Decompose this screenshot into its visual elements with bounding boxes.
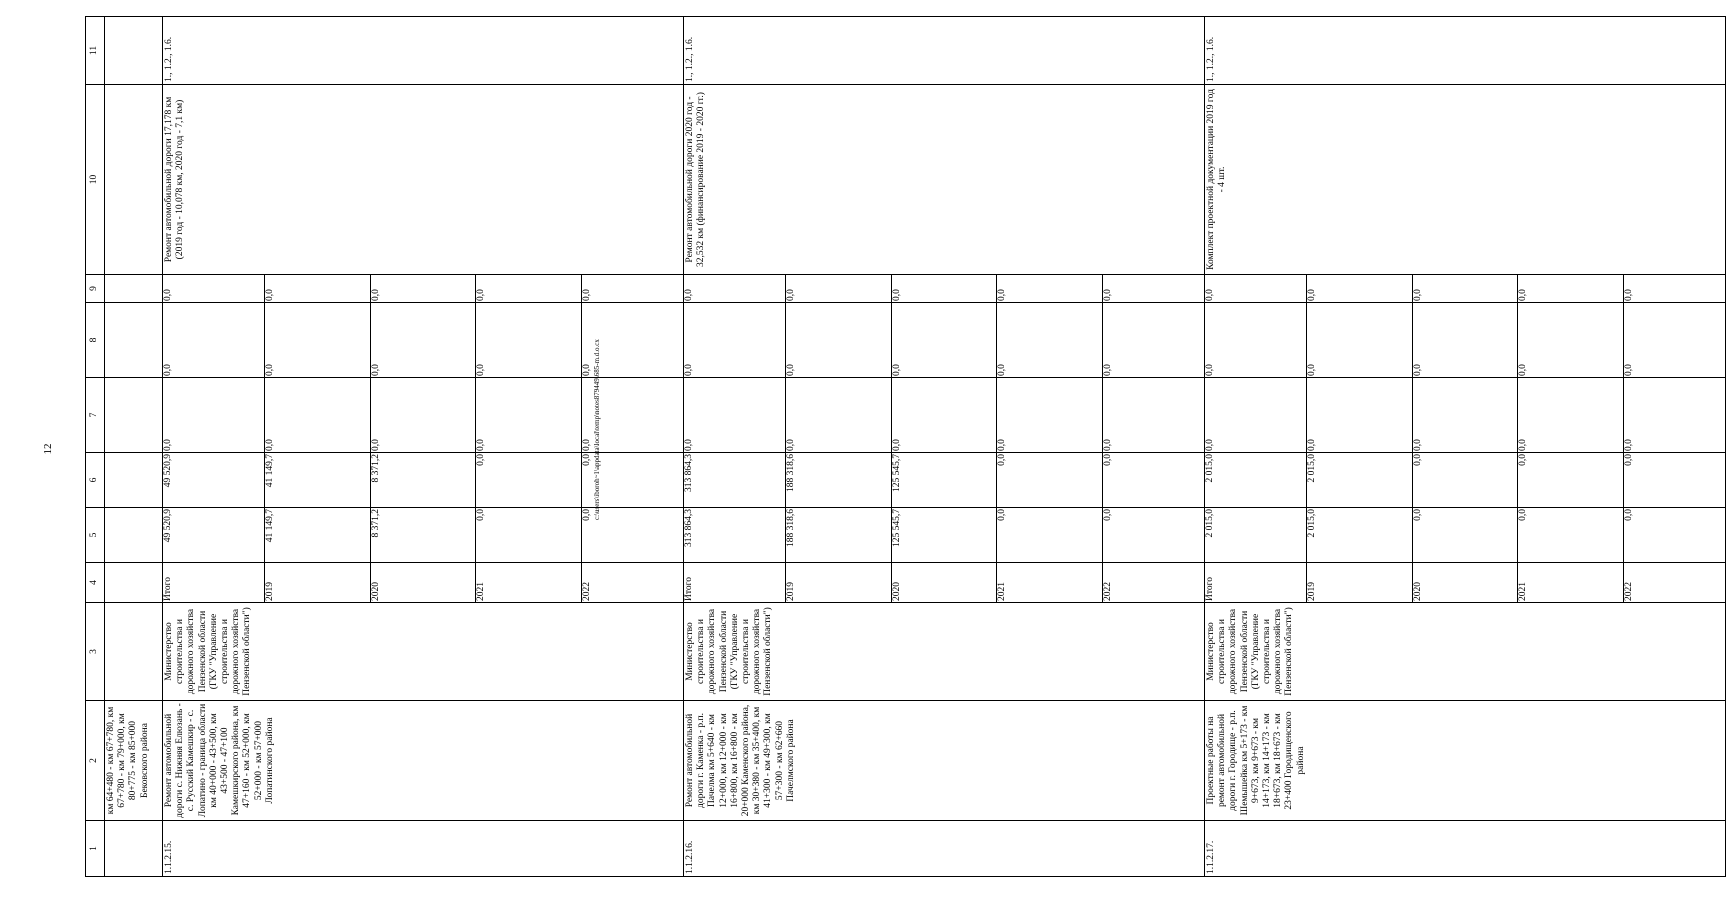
value-cell: 0,0 [1102, 509, 1113, 521]
rotated-table-container [85, 17, 1634, 877]
continuation-row [105, 17, 163, 877]
amount-c8 [684, 303, 1205, 378]
executor: Министерство строительства и дорожного хозяйства Пензенской области (ГКУ "Управление строительства и дорожного хозяйства Пензенской области") [684, 603, 1205, 701]
value-cell: 188 318,6 [786, 453, 892, 507]
amount-c9 [163, 275, 684, 303]
value-list [684, 563, 1204, 602]
value-cell: 0,0 [891, 275, 997, 302]
amount-c6 [163, 453, 684, 508]
value-list [1205, 453, 1725, 507]
value-list [163, 508, 683, 562]
value-cell: 125 545,7 [891, 453, 997, 507]
value-cell: 2021 [1518, 563, 1624, 602]
value-cell: 0,0 [476, 508, 582, 562]
goal-refs: 1., 1.2., 1.6. [684, 17, 1205, 85]
value-list [1205, 563, 1725, 602]
value-cell: 0,0 [1205, 378, 1307, 452]
value-cell: 0,0 [1518, 275, 1624, 302]
value-cell: 0,0 [265, 378, 371, 452]
value-list [684, 378, 1204, 452]
value-cell: 0,0 [1205, 275, 1307, 302]
value-cell: 2020 [370, 563, 476, 602]
goal-refs: 1., 1.2., 1.6. [1205, 17, 1726, 85]
value-cell: 0,0 [1623, 289, 1634, 301]
value-cell: 2019 [786, 563, 892, 602]
value-cell: 0,0 [1102, 364, 1113, 376]
value-list [163, 563, 683, 602]
header-cell: 3 [86, 603, 105, 701]
value-cell: 49 520,9 [163, 453, 265, 507]
result-text: Ремонт автомобильной дороги 2020 год - 32,532 км (финансирование 2019 - 2020 гг.) [684, 85, 1205, 275]
continuation-name: км 64+480 - км 67+780, км 67+780 - км 79+000, км 80+775 - км 85+000 Бековского района [105, 701, 163, 821]
value-cell: 0,0 [581, 364, 592, 376]
value-cell: 0,0 [265, 275, 371, 302]
value-cell: 0,0 [1412, 275, 1518, 302]
value-cell: 2020 [1412, 563, 1518, 602]
value-cell: 2022 [1102, 582, 1113, 601]
value-list [684, 275, 1204, 302]
value-cell: 0,0 [1102, 439, 1113, 451]
amount-c8 [1205, 303, 1726, 378]
amount-c5 [1205, 508, 1726, 563]
value-cell: 41 149,7 [265, 453, 371, 507]
header-cell: 11 [86, 17, 105, 85]
value-list [1205, 508, 1725, 562]
value-cell: 2019 [265, 563, 371, 602]
amount-c5 [684, 508, 1205, 563]
amount-c6 [684, 453, 1205, 508]
value-cell: 0,0 [684, 378, 786, 452]
value-cell: 0,0 [1623, 509, 1634, 521]
activity-name: Ремонт автомобильной дороги с. Нижняя Елюзань - с. Русский Камешкир - с. Лопатино - граница области км 40+000 - 43+500, км 43+500 - 47+100 Камешкирского района, км 47+160 - км 52+000, км 52+000 - км 57+000 Лопатинского района [163, 701, 684, 821]
value-cell: 0,0 [1205, 303, 1307, 377]
value-cell: 0,0 [370, 275, 476, 302]
value-cell: 0,0 [684, 275, 786, 302]
amount-c8 [163, 303, 684, 378]
table-row [1205, 17, 1726, 877]
value-cell: 125 545,7 [891, 508, 997, 562]
value-cell: 2021 [476, 563, 582, 602]
value-cell: Итого [1205, 563, 1307, 602]
header-cell: 9 [86, 275, 105, 303]
header-cell: 10 [86, 85, 105, 275]
value-cell: 0,0 [1518, 303, 1624, 377]
program-table [85, 16, 1726, 877]
value-cell: 2019 [1307, 563, 1413, 602]
value-cell: 0,0 [1307, 378, 1413, 452]
value-cell: 0,0 [163, 275, 265, 302]
value-cell: 0,0 [476, 378, 582, 452]
header-cell: 2 [86, 701, 105, 821]
value-list [163, 453, 683, 507]
value-cell: 2 015,0 [1307, 508, 1413, 562]
value-cell: 0,0 [370, 303, 476, 377]
value-cell: 313 864,3 [684, 453, 786, 507]
value-cell: 0,0 [786, 378, 892, 452]
value-cell: 188 318,6 [786, 508, 892, 562]
value-list [684, 453, 1204, 507]
value-list [684, 508, 1204, 562]
value-cell: 0,0 [891, 378, 997, 452]
header-cell: 5 [86, 508, 105, 563]
value-cell: 0,0 [1412, 303, 1518, 377]
amount-c5 [163, 508, 684, 563]
value-cell: 49 520,9 [163, 508, 265, 562]
value-cell: 0,0 [1623, 364, 1634, 376]
header-cell: 8 [86, 303, 105, 378]
value-cell: 0,0 [1518, 378, 1624, 452]
page-number: 12 [42, 443, 54, 455]
table-row [684, 17, 1205, 877]
value-list [1205, 303, 1725, 377]
value-cell: 0,0 [476, 275, 582, 302]
value-cell: 0,0 [265, 303, 371, 377]
year-cell [684, 563, 1205, 603]
amount-c7 [684, 378, 1205, 453]
value-cell: 8 371,2 [370, 453, 476, 507]
value-cell: 0,0 [1623, 454, 1634, 466]
value-cell: 0,0 [163, 303, 265, 377]
value-cell: 2022 [581, 582, 592, 601]
value-cell: 0,0 [1412, 508, 1518, 562]
executor: Министерство строительства и дорожного хозяйства Пензенской области (ГКУ "Управление строительства и дорожного хозяйства Пензенской области") [1205, 603, 1726, 701]
amount-c7 [163, 378, 684, 453]
value-cell: 0,0 [1518, 508, 1624, 562]
value-cell: 0,0 [581, 454, 592, 466]
amount-c9 [684, 275, 1205, 303]
amount-c9 [1205, 275, 1726, 303]
year-cell [1205, 563, 1726, 603]
row-number: 1.1.2.17. [1205, 821, 1726, 877]
header-row [86, 17, 105, 877]
value-cell: 2 015,0 [1205, 508, 1307, 562]
value-cell: 0,0 [163, 378, 265, 452]
value-cell: 0,0 [581, 439, 592, 451]
goal-refs: 1., 1.2., 1.6. [163, 17, 684, 85]
value-cell: 0,0 [997, 508, 1103, 562]
table-row [163, 17, 684, 877]
value-list [163, 303, 683, 377]
row-number: 1.1.2.16. [684, 821, 1205, 877]
value-cell: 0,0 [1307, 303, 1413, 377]
value-list [684, 303, 1204, 377]
result-text: Комплект проектной документации 2019 год - 4 шт. [1205, 85, 1726, 275]
value-list [1205, 275, 1725, 302]
value-cell: 0,0 [891, 303, 997, 377]
footer-file-path: c:\users\iboroh~1\appdata\local\temp\notes879449\685-m.d.o.cx [593, 339, 601, 520]
value-cell: 0,0 [786, 303, 892, 377]
value-list [1205, 378, 1725, 452]
executor: Министерство строительства и дорожного хозяйства Пензенской области (ГКУ "Управление строительства и дорожного хозяйства Пензенской области") [163, 603, 684, 701]
table-body [163, 17, 1726, 877]
value-cell: 0,0 [1102, 454, 1113, 466]
amount-c6 [1205, 453, 1726, 508]
value-cell: 2021 [997, 563, 1103, 602]
value-cell: 0,0 [581, 289, 592, 301]
header-cell: 1 [86, 821, 105, 877]
value-cell: 2022 [1623, 582, 1634, 601]
header-cell: 4 [86, 563, 105, 603]
value-cell: 313 864,3 [684, 508, 786, 562]
value-cell: Итого [163, 563, 265, 602]
value-cell: 0,0 [1412, 378, 1518, 452]
value-cell: 0,0 [476, 303, 582, 377]
value-cell: 8 371,2 [370, 508, 476, 562]
result-text: Ремонт автомобильной дороги 17,178 км (2019 год - 10,078 км, 2020 год - 7,1 км) [163, 85, 684, 275]
value-cell: 0,0 [997, 275, 1103, 302]
value-list [163, 378, 683, 452]
activity-name: Проектные работы на ремонт автомобильной дороги г. Городище - р.п. Шемышейка км 5+173 - км 9+673, км 9+673 - км 14+173, км 14+173 - км 18+673, км 18+673 - км 23+400 Городищенского района [1205, 701, 1726, 821]
value-cell: 0,0 [581, 509, 592, 521]
value-cell: 0,0 [476, 453, 582, 507]
row-number: 1.1.2.15. [163, 821, 684, 877]
value-cell: 0,0 [1102, 289, 1113, 301]
activity-name: Ремонт автомобильной дороги г. Каменка - р.п. Пачелма км 5+640 - км 12+000, км 12+000 - км 16+800, км 16+800 - км 20+000 Каменского района, км 30+380 - км 35+400, км 41+300 - км 49+300, км 57+300 - км 62+660 Пачелмского района [684, 701, 1205, 821]
value-cell: 2 015,0 [1205, 453, 1307, 507]
value-cell: 0,0 [370, 378, 476, 452]
value-cell: 0,0 [997, 303, 1103, 377]
value-cell: 0,0 [1307, 275, 1413, 302]
value-cell: 0,0 [997, 378, 1103, 452]
value-cell: 41 149,7 [265, 508, 371, 562]
amount-c7 [1205, 378, 1726, 453]
value-cell: 0,0 [997, 453, 1103, 507]
header-cell: 6 [86, 453, 105, 508]
value-cell: 0,0 [684, 303, 786, 377]
value-cell: 2 015,0 [1307, 453, 1413, 507]
value-list [163, 275, 683, 302]
year-cell [163, 563, 684, 603]
value-cell: 0,0 [1623, 439, 1634, 451]
header-cell: 7 [86, 378, 105, 453]
value-cell: 0,0 [1412, 453, 1518, 507]
value-cell: 2020 [891, 563, 997, 602]
value-cell: 0,0 [786, 275, 892, 302]
value-cell: 0,0 [1518, 453, 1624, 507]
value-cell: Итого [684, 563, 786, 602]
